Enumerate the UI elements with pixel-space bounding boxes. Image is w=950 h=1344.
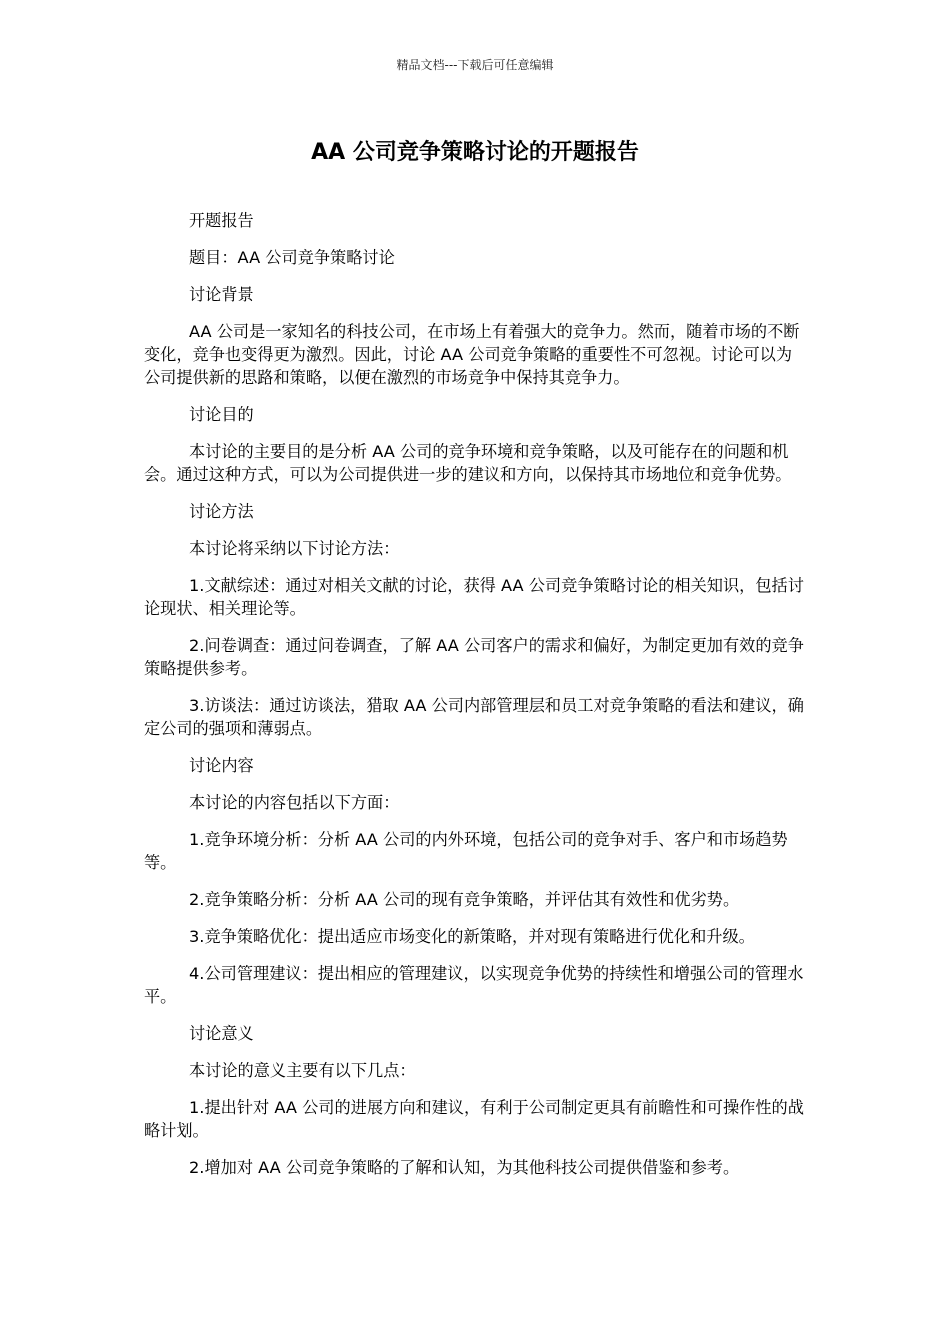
content-item-4: 4.公司管理建议：提出相应的管理建议，以实现竞争优势的持续性和增强公司的管理水平。 [144,964,804,1006]
document-title: AA 公司竞争策略讨论的开题报告 [311,140,639,165]
topic-line: 题目：AA 公司竞争策略讨论 [189,248,395,267]
header-note: 精品文档---下载后可任意编辑 [396,58,554,72]
content-item-3: 3.竞争策略优化：提出适应市场变化的新策略，并对现有策略进行优化和升级。 [189,927,755,946]
paragraph-significance-intro: 本讨论的意义主要有以下几点： [189,1061,416,1080]
document-body [144,209,806,1193]
heading-content: 讨论内容 [189,756,254,775]
section-label-report: 开题报告 [189,211,254,230]
heading-purpose: 讨论目的 [189,405,254,424]
heading-methods: 讨论方法 [189,502,254,521]
significance-item-2: 2.增加对 AA 公司竞争策略的了解和认知，为其他科技公司提供借鉴和参考。 [189,1158,740,1177]
content-item-1: 1.竞争环境分析：分析 AA 公司的内外环境，包括公司的竞争对手、客户和市场趋势等。 [144,830,788,872]
method-item-1: 1.文献综述：通过对相关文献的讨论，获得 AA 公司竞争策略讨论的相关知识，包括讨论现状、相关理论等。 [144,576,804,618]
method-item-3: 3.访谈法：通过访谈法，猎取 AA 公司内部管理层和员工对竞争策略的看法和建议，确定公司的强项和薄弱点。 [144,696,804,738]
heading-significance: 讨论意义 [189,1024,254,1043]
heading-background: 讨论背景 [189,285,254,304]
method-item-2: 2.问卷调查：通过问卷调查，了解 AA 公司客户的需求和偏好，为制定更加有效的竞争策略提供参考。 [144,636,804,678]
significance-item-1: 1.提出针对 AA 公司的进展方向和建议，有利于公司制定更具有前瞻性和可操作性的战略计划。 [144,1098,804,1140]
paragraph-methods-intro: 本讨论将采纳以下讨论方法： [189,539,400,558]
paragraph-background: AA 公司是一家知名的科技公司，在市场上有着强大的竞争力。然而，随着市场的不断变化，竞争也变得更为激烈。因此，讨论 AA 公司竞争策略的重要性不可忽视。讨论可以为公司提供新的思路和策略，以便在激烈的市场竞争中保持其竞争力。 [144,322,800,387]
paragraph-purpose: 本讨论的主要目的是分析 AA 公司的竞争环境和竞争策略，以及可能存在的问题和机会。通过这种方式，可以为公司提供进一步的建议和方向，以保持其市场地位和竞争优势。 [144,442,792,484]
paragraph-content-intro: 本讨论的内容包括以下方面： [189,793,400,812]
content-item-2: 2.竞争策略分析：分析 AA 公司的现有竞争策略，并评估其有效性和优劣势。 [189,890,740,909]
